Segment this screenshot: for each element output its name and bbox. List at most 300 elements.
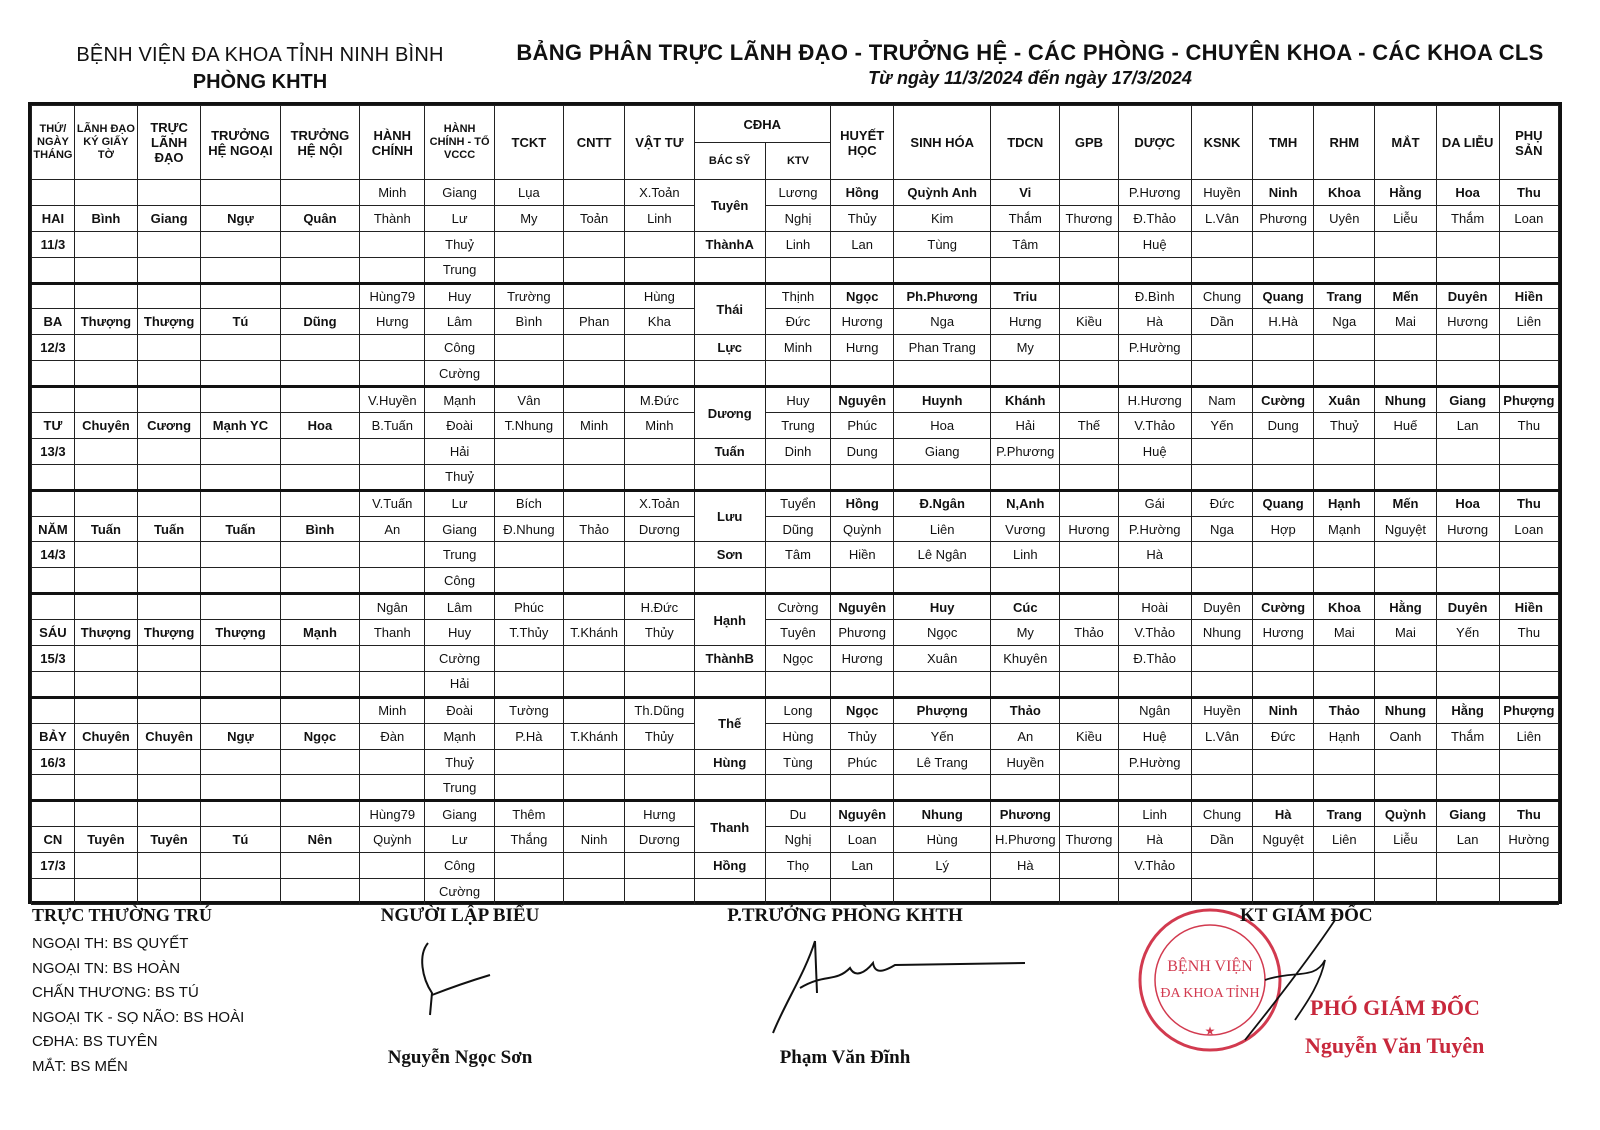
duty-dalieu: Hằng	[1436, 697, 1499, 723]
day-subrow	[32, 361, 1559, 387]
duty-tld: Thượng	[138, 309, 201, 335]
duty-hc	[360, 646, 425, 672]
duty-blank	[1499, 361, 1558, 387]
duty-gpb	[1060, 231, 1118, 257]
duty-ldky: Bình	[74, 205, 137, 231]
duty-ktv: Trung	[765, 413, 830, 439]
duty-duoc: P.Hương	[1118, 180, 1191, 206]
duty-phusan: Thu	[1499, 801, 1558, 827]
duty-blank	[1060, 464, 1118, 490]
duty-blank	[280, 879, 360, 905]
duty-blank	[280, 257, 360, 283]
duty-blank	[894, 464, 991, 490]
duty-tdcn: Hưng	[991, 309, 1060, 335]
preparer-signature	[410, 933, 530, 1023]
duty-blank	[1499, 749, 1558, 775]
day-subrow	[32, 516, 1559, 542]
duty-blank	[1118, 879, 1191, 905]
duty-blank	[1191, 361, 1252, 387]
duty-cntt	[564, 542, 625, 568]
duty-cntt	[564, 749, 625, 775]
duty-thnoi: Nên	[280, 827, 360, 853]
duty-vt: Dương	[625, 516, 694, 542]
day-blank	[32, 568, 75, 594]
duty-blank	[1191, 749, 1252, 775]
duty-tdcn: Khánh	[991, 387, 1060, 413]
duty-blank	[138, 594, 201, 620]
duty-vt	[625, 646, 694, 672]
duty-tckt	[494, 879, 563, 905]
duty-ktv: Nghị	[765, 827, 830, 853]
duty-huyet: Thủy	[831, 723, 894, 749]
duty-cntt	[564, 853, 625, 879]
day-subrow	[32, 801, 1559, 827]
duty-blank	[1499, 879, 1558, 905]
preparer-block	[360, 905, 560, 1075]
day-subrow	[32, 309, 1559, 335]
duty-vccc: Cường	[425, 879, 494, 905]
duty-ksnk: Huyền	[1191, 697, 1252, 723]
resident-line: NGOẠI TN: BS HOÀN	[32, 959, 181, 977]
duty-blank	[280, 361, 360, 387]
duty-hc	[360, 438, 425, 464]
duty-tckt: Bình	[494, 309, 563, 335]
duty-cdha-doctor: Dương	[694, 387, 765, 439]
duty-tckt	[494, 231, 563, 257]
duty-cdha-doctor: Hồng	[694, 853, 765, 879]
duty-blank	[138, 361, 201, 387]
duty-blank	[138, 879, 201, 905]
duty-rhm: Xuân	[1314, 387, 1375, 413]
khth-block	[695, 905, 995, 1075]
duty-tdcn: My	[991, 335, 1060, 361]
duty-vt: Hưng	[625, 801, 694, 827]
duty-blank	[1499, 853, 1558, 879]
duty-rhm: Nga	[1314, 309, 1375, 335]
duty-sinhhoa: Lý	[894, 853, 991, 879]
duty-blank	[280, 542, 360, 568]
duty-thn: Thượng	[201, 620, 281, 646]
duty-gpb	[1060, 542, 1118, 568]
duty-duoc: Hà	[1118, 827, 1191, 853]
duty-blank	[1314, 775, 1375, 801]
duty-dalieu: Lan	[1436, 827, 1499, 853]
duty-blank	[201, 697, 281, 723]
duty-hc: V.Tuấn	[360, 490, 425, 516]
duty-vt	[625, 231, 694, 257]
col-head-surgery: TRƯỞNG HỆ NGOẠI	[201, 106, 281, 180]
duty-blank	[138, 257, 201, 283]
duty-ktv: Long	[765, 697, 830, 723]
duty-gpb	[1060, 180, 1118, 206]
duty-vccc: Thuỷ	[425, 231, 494, 257]
duty-rhm: Trang	[1314, 801, 1375, 827]
duty-blank	[831, 671, 894, 697]
duty-tdcn: Vương	[991, 516, 1060, 542]
duty-blank	[1499, 464, 1558, 490]
duty-gpb: Thương	[1060, 827, 1118, 853]
duty-blank	[1314, 542, 1375, 568]
duty-cntt	[564, 438, 625, 464]
duty-blank	[138, 180, 201, 206]
duty-blank	[991, 879, 1060, 905]
duty-tckt: T.Thủy	[494, 620, 563, 646]
duty-huyet: Nguyên	[831, 594, 894, 620]
duty-tckt: Thắng	[494, 827, 563, 853]
resident-line: CHẤN THƯƠNG: BS TÚ	[32, 984, 199, 1001]
duty-gpb	[1060, 646, 1118, 672]
duty-blank	[1499, 257, 1558, 283]
duty-cdha-doctor: ThànhB	[694, 646, 765, 672]
duty-blank	[280, 231, 360, 257]
duty-blank	[765, 361, 830, 387]
duty-sinhhoa: Yến	[894, 723, 991, 749]
duty-blank	[1253, 853, 1314, 879]
duty-blank	[1436, 361, 1499, 387]
duty-blank	[138, 568, 201, 594]
duty-blank	[74, 775, 137, 801]
duty-blank	[138, 335, 201, 361]
duty-ktv: Ngọc	[765, 646, 830, 672]
duty-sinhhoa: Tùng	[894, 231, 991, 257]
duty-blank	[201, 387, 281, 413]
header-right	[490, 40, 1570, 89]
department-name: PHÒNG KHTH	[192, 71, 328, 93]
col-leader-duty: TRỰC LÃNH ĐẠO	[138, 106, 201, 180]
duty-ksnk: Chung	[1191, 283, 1252, 309]
duty-blank	[1314, 438, 1375, 464]
duty-cntt: T.Khánh	[564, 620, 625, 646]
duty-blank	[694, 775, 765, 801]
header-left	[40, 44, 480, 94]
day-date: 11/3	[32, 231, 75, 257]
preparer-name: Nguyễn Ngọc Sơn	[387, 1047, 533, 1068]
duty-blank	[1499, 671, 1558, 697]
duty-hc: Minh	[360, 697, 425, 723]
duty-vccc: Công	[425, 335, 494, 361]
day-subrow	[32, 827, 1559, 853]
duty-blank	[201, 490, 281, 516]
duty-vccc: Huy	[425, 283, 494, 309]
duty-blank	[280, 801, 360, 827]
day-subrow	[32, 231, 1559, 257]
duty-blank	[201, 568, 281, 594]
day-blank	[32, 879, 75, 905]
duty-hc	[360, 335, 425, 361]
col-tdcn: TDCN	[991, 106, 1060, 180]
duty-cdha-doctor: Thanh	[694, 801, 765, 853]
duty-sinhhoa: Huy	[894, 594, 991, 620]
duty-hc	[360, 464, 425, 490]
duty-ksnk: Dần	[1191, 309, 1252, 335]
duty-vt	[625, 361, 694, 387]
duty-mat: Oanh	[1375, 723, 1436, 749]
duty-vt: Linh	[625, 205, 694, 231]
duty-gpb	[1060, 801, 1118, 827]
duty-duoc: Gái	[1118, 490, 1191, 516]
duty-phusan: Hiền	[1499, 283, 1558, 309]
duty-blank	[1375, 335, 1436, 361]
duty-duoc: H.Hương	[1118, 387, 1191, 413]
day-date: 17/3	[32, 853, 75, 879]
day-blank	[32, 594, 75, 620]
duty-blank	[1060, 671, 1118, 697]
duty-gpb: Thảo	[1060, 620, 1118, 646]
duty-ksnk: L.Vân	[1191, 205, 1252, 231]
duty-ksnk: Nga	[1191, 516, 1252, 542]
duty-blank	[138, 464, 201, 490]
duty-blank	[1191, 231, 1252, 257]
col-dermatology: DA LIỄU	[1436, 106, 1499, 180]
duty-blank	[1253, 749, 1314, 775]
duty-gpb: Thương	[1060, 205, 1118, 231]
duty-ktv: Hùng	[765, 723, 830, 749]
day-blank	[32, 257, 75, 283]
duty-phusan: Loan	[1499, 516, 1558, 542]
duty-cntt	[564, 387, 625, 413]
duty-blank	[694, 464, 765, 490]
resident-line: CĐHA: BS TUYÊN	[32, 1033, 158, 1050]
duty-gpb	[1060, 335, 1118, 361]
duty-ldky: Chuyên	[74, 413, 137, 439]
duty-blank	[1375, 542, 1436, 568]
duty-blank	[1253, 257, 1314, 283]
duty-huyet: Lan	[831, 231, 894, 257]
svg-text:BỆNH VIỆN: BỆNH VIỆN	[1167, 958, 1253, 975]
duty-blank	[74, 257, 137, 283]
duty-mat: Mai	[1375, 620, 1436, 646]
duty-blank	[280, 568, 360, 594]
duty-blank	[1499, 568, 1558, 594]
duty-ktv: Tuyên	[765, 620, 830, 646]
duty-blank	[138, 853, 201, 879]
duty-cdha-doctor: Thái	[694, 283, 765, 335]
duty-huyet: Hương	[831, 309, 894, 335]
duty-tmh: H.Hà	[1253, 309, 1314, 335]
duty-blank	[831, 464, 894, 490]
resident-line: MẮT: BS MẾN	[32, 1057, 128, 1075]
duty-tdcn: Hải	[991, 413, 1060, 439]
duty-blank	[1436, 775, 1499, 801]
duty-huyet: Lan	[831, 853, 894, 879]
duty-blank	[765, 879, 830, 905]
director-role: KT GIÁM ĐỐC	[1240, 905, 1373, 926]
duty-phusan: Loan	[1499, 205, 1558, 231]
duty-blank	[1499, 775, 1558, 801]
day-blank	[32, 464, 75, 490]
duty-tckt	[494, 646, 563, 672]
duty-blank	[1118, 775, 1191, 801]
duty-blank	[1191, 335, 1252, 361]
duty-vccc: Công	[425, 568, 494, 594]
svg-text:ĐA KHOA TỈNH: ĐA KHOA TỈNH	[1160, 986, 1260, 1001]
duty-blank	[201, 801, 281, 827]
duty-blank	[1375, 749, 1436, 775]
day-subrow	[32, 620, 1559, 646]
khth-role: P.TRƯỞNG PHÒNG KHTH	[727, 905, 963, 926]
col-ktv: KTV	[765, 143, 830, 180]
duty-gpb	[1060, 438, 1118, 464]
duty-hc	[360, 361, 425, 387]
day-blank	[32, 801, 75, 827]
duty-vt	[625, 853, 694, 879]
duty-blank	[894, 361, 991, 387]
duty-blank	[74, 180, 137, 206]
day-subrow	[32, 671, 1559, 697]
duty-gpb	[1060, 853, 1118, 879]
duty-cdha-doctor: Hùng	[694, 749, 765, 775]
duty-blank	[74, 464, 137, 490]
duty-blank	[74, 438, 137, 464]
duty-blank	[1253, 879, 1314, 905]
col-vccc: HÀNH CHÍNH - TỔ VCCC	[425, 106, 494, 180]
duty-blank	[894, 879, 991, 905]
duty-hc: Ngân	[360, 594, 425, 620]
duty-ktv: Đức	[765, 309, 830, 335]
duty-vt	[625, 257, 694, 283]
duty-blank	[991, 671, 1060, 697]
col-leader-sign: LÃNH ĐẠO KÝ GIẤY TỜ	[74, 106, 137, 180]
duty-gpb	[1060, 283, 1118, 309]
duty-vccc: Cường	[425, 361, 494, 387]
duty-huyet: Hương	[831, 646, 894, 672]
duty-dalieu: Yến	[1436, 620, 1499, 646]
duty-blank	[1314, 749, 1375, 775]
duty-cdha-doctor: Lực	[694, 335, 765, 361]
duty-blank	[201, 283, 281, 309]
khth-signature	[755, 933, 1035, 1043]
duty-blank	[201, 646, 281, 672]
duty-cntt	[564, 775, 625, 801]
col-ksnk: KSNK	[1191, 106, 1252, 180]
duty-blank	[694, 568, 765, 594]
duty-tckt	[494, 335, 563, 361]
duty-blank	[138, 646, 201, 672]
duty-blank	[831, 775, 894, 801]
duty-huyet: Hiền	[831, 542, 894, 568]
day-subrow	[32, 490, 1559, 516]
duty-huyet: Quỳnh	[831, 516, 894, 542]
duty-tdcn: Phương	[991, 801, 1060, 827]
duty-tmh: Nguyệt	[1253, 827, 1314, 853]
duty-duoc: P.Hường	[1118, 516, 1191, 542]
duty-sinhhoa: Hoa	[894, 413, 991, 439]
duty-blank	[991, 257, 1060, 283]
day-subrow	[32, 697, 1559, 723]
day-subrow	[32, 568, 1559, 594]
duty-tld: Giang	[138, 205, 201, 231]
duty-blank	[1436, 542, 1499, 568]
duty-vccc: Trung	[425, 775, 494, 801]
duty-blank	[1314, 335, 1375, 361]
day-label: CN	[32, 827, 75, 853]
duty-ksnk: Yến	[1191, 413, 1252, 439]
duty-blank	[280, 749, 360, 775]
duty-blank	[1499, 438, 1558, 464]
duty-hc	[360, 879, 425, 905]
duty-tdcn: An	[991, 723, 1060, 749]
duty-blank	[1191, 438, 1252, 464]
duty-tckt	[494, 257, 563, 283]
duty-rhm: Hạnh	[1314, 490, 1375, 516]
duty-blank	[1253, 775, 1314, 801]
duty-cntt	[564, 568, 625, 594]
duty-tdcn: Linh	[991, 542, 1060, 568]
duty-mat: Mai	[1375, 309, 1436, 335]
duty-ldky: Thượng	[74, 309, 137, 335]
duty-blank	[1253, 335, 1314, 361]
day-subrow	[32, 723, 1559, 749]
duty-tmh: Quang	[1253, 490, 1314, 516]
col-head-internal: TRƯỞNG HỆ NỘI	[280, 106, 360, 180]
duty-thnoi: Quân	[280, 205, 360, 231]
duty-vt	[625, 464, 694, 490]
duty-blank	[201, 464, 281, 490]
duty-tckt: Trường	[494, 283, 563, 309]
duty-blank	[1191, 464, 1252, 490]
col-pharmacy: DƯỢC	[1118, 106, 1191, 180]
day-subrow	[32, 413, 1559, 439]
duty-vt: M.Đức	[625, 387, 694, 413]
duty-vt: Dương	[625, 827, 694, 853]
duty-duoc: Hà	[1118, 309, 1191, 335]
col-gpb: GPB	[1060, 106, 1118, 180]
duty-blank	[1436, 749, 1499, 775]
duty-hc: Thanh	[360, 620, 425, 646]
duty-dalieu: Duyên	[1436, 283, 1499, 309]
duty-blank	[1060, 361, 1118, 387]
duty-blank	[1314, 464, 1375, 490]
duty-dalieu: Hương	[1436, 309, 1499, 335]
duty-phusan: Thu	[1499, 620, 1558, 646]
col-biochem: SINH HÓA	[894, 106, 991, 180]
duty-vccc: Huy	[425, 620, 494, 646]
duty-sinhhoa: Lê Ngân	[894, 542, 991, 568]
duty-blank	[280, 438, 360, 464]
duty-sinhhoa: Ph.Phương	[894, 283, 991, 309]
duty-vt: Hùng	[625, 283, 694, 309]
day-subrow	[32, 749, 1559, 775]
day-blank	[32, 283, 75, 309]
duty-cntt: Phan	[564, 309, 625, 335]
duty-tdcn: Hà	[991, 853, 1060, 879]
duty-tckt: Tường	[494, 697, 563, 723]
duty-blank	[1436, 646, 1499, 672]
duty-blank	[1253, 361, 1314, 387]
duty-blank	[991, 568, 1060, 594]
duty-dalieu: Duyên	[1436, 594, 1499, 620]
duty-thnoi: Hoa	[280, 413, 360, 439]
duty-tld: Tuyên	[138, 827, 201, 853]
duty-blank	[201, 594, 281, 620]
duty-phusan: Phượng	[1499, 697, 1558, 723]
duty-mat: Mến	[1375, 490, 1436, 516]
duty-blank	[1314, 568, 1375, 594]
day-label: NĂM	[32, 516, 75, 542]
duty-duoc: Huệ	[1118, 723, 1191, 749]
duty-blank	[1191, 568, 1252, 594]
duty-blank	[694, 257, 765, 283]
duty-hc	[360, 775, 425, 801]
duty-blank	[1499, 646, 1558, 672]
duty-blank	[1375, 464, 1436, 490]
day-label: BA	[32, 309, 75, 335]
duty-blank	[280, 853, 360, 879]
duty-hc: Đàn	[360, 723, 425, 749]
duty-phusan: Thu	[1499, 490, 1558, 516]
duty-duoc: V.Thảo	[1118, 413, 1191, 439]
day-subrow	[32, 335, 1559, 361]
